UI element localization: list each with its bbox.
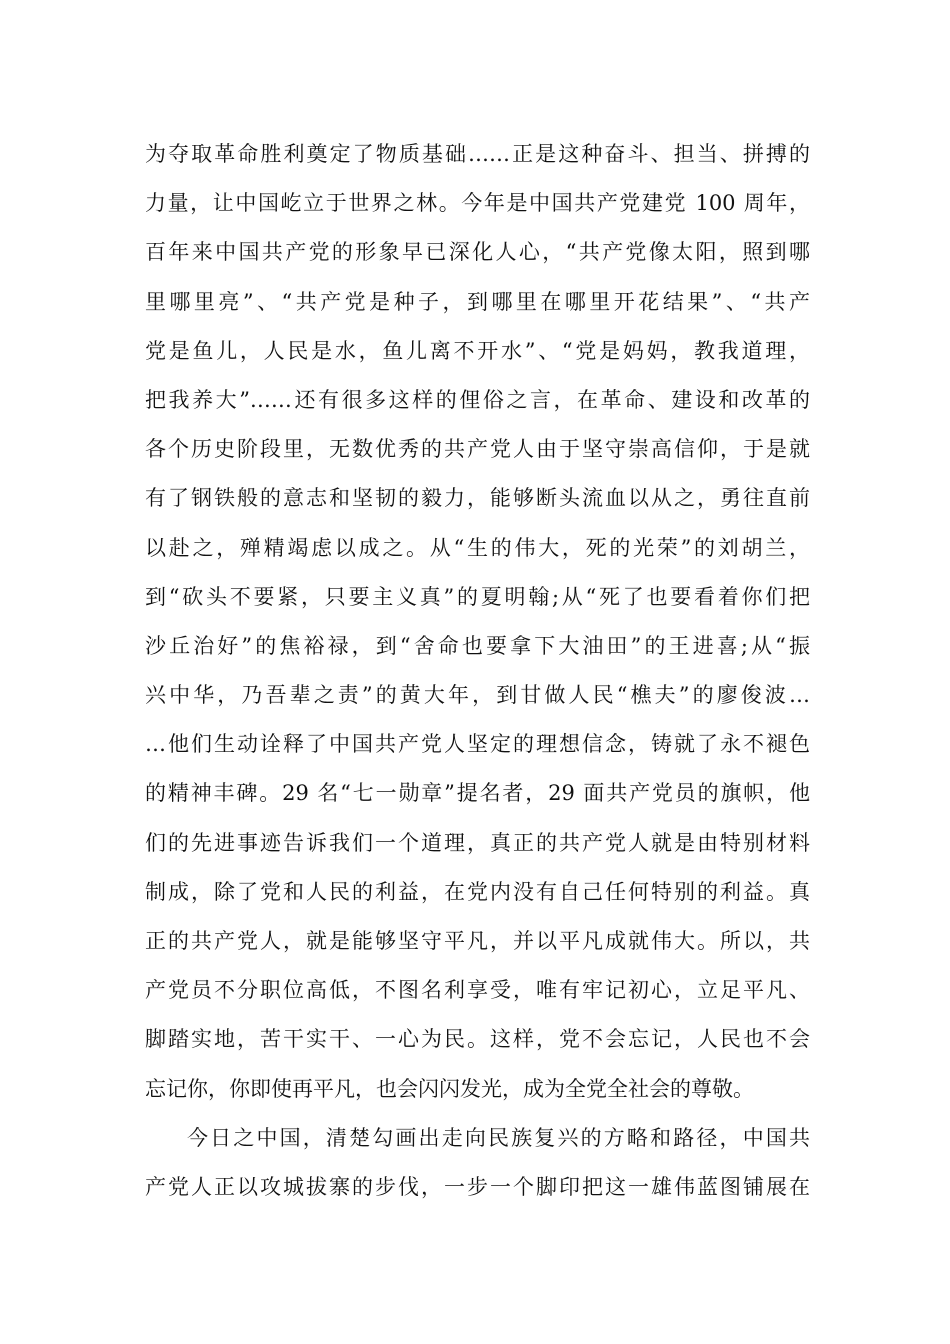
body-text (145, 130, 810, 1212)
text-line: 力量，让中国屹立于世界之林。今年是中国共产党建党 100 周年， (145, 191, 810, 216)
text-line: 脚踏实地，苦干实干、一心为民。这样，党不会忘记，人民也不会 (145, 1027, 810, 1052)
text-line: 有了钢铁般的意志和坚韧的毅力，能够断头流血以从之，勇往直前 (145, 486, 810, 511)
text-line: 产党人正以攻城拔寨的步伐，一步一个脚印把这一雄伟蓝图铺展在 (145, 1174, 810, 1199)
text-line: 到“砍头不要紧，只要主义真”的夏明翰;从“死了也要看着你们把 (145, 584, 810, 609)
text-line: …他们生动诠释了中国共产党人坚定的理想信念，铸就了永不褪色 (145, 732, 810, 757)
text-line: 正的共产党人，就是能够坚守平凡，并以平凡成就伟大。所以，共 (145, 929, 810, 953)
text-line: 为夺取革命胜利奠定了物质基础……正是这种奋斗、担当、拼搏的 (145, 142, 810, 166)
text-line: 以赴之，殚精竭虑以成之。从“生的伟大，死的光荣”的刘胡兰， (145, 535, 810, 560)
paragraph-first-line: 今日之中国，清楚勾画出走向民族复兴的方略和路径，中国共 (187, 1125, 810, 1150)
text-line: 党是鱼儿，人民是水，鱼儿离不开水”、“党是妈妈，教我道理， (145, 338, 810, 363)
text-line: 把我养大”……还有很多这样的俚俗之言，在革命、建设和改革的 (145, 387, 810, 412)
text-line: 兴中华，乃吾辈之责”的黄大年，到甘做人民“樵夫”的廖俊波… (145, 683, 810, 708)
text-line: 各个历史阶段里，无数优秀的共产党人由于坚守崇高信仰，于是就 (145, 437, 810, 462)
text-line: 产党员不分职位高低，不图名利享受，唯有牢记初心，立足平凡、 (145, 978, 810, 1003)
text-line: 制成，除了党和人民的利益，在党内没有自己任何特别的利益。真 (145, 879, 810, 904)
text-line: 忘记你，你即使再平凡，也会闪闪发光，成为全党全社会的尊敬。 (145, 1076, 754, 1101)
text-line: 们的先进事迹告诉我们一个道理，真正的共产党人就是由特别材料 (145, 830, 810, 855)
text-line: 百年来中国共产党的形象早已深化人心，“共产党像太阳，照到哪 (145, 240, 810, 265)
text-line: 里哪里亮”、“共产党是种子，到哪里在哪里开花结果”、“共产 (145, 289, 810, 314)
text-line: 沙丘治好”的焦裕禄，到“舍命也要拿下大油田”的王进喜;从“振 (145, 633, 810, 658)
text-line: 的精神丰碑。29 名“七一勋章”提名者，29 面共产党员的旗帜，他 (145, 781, 810, 806)
